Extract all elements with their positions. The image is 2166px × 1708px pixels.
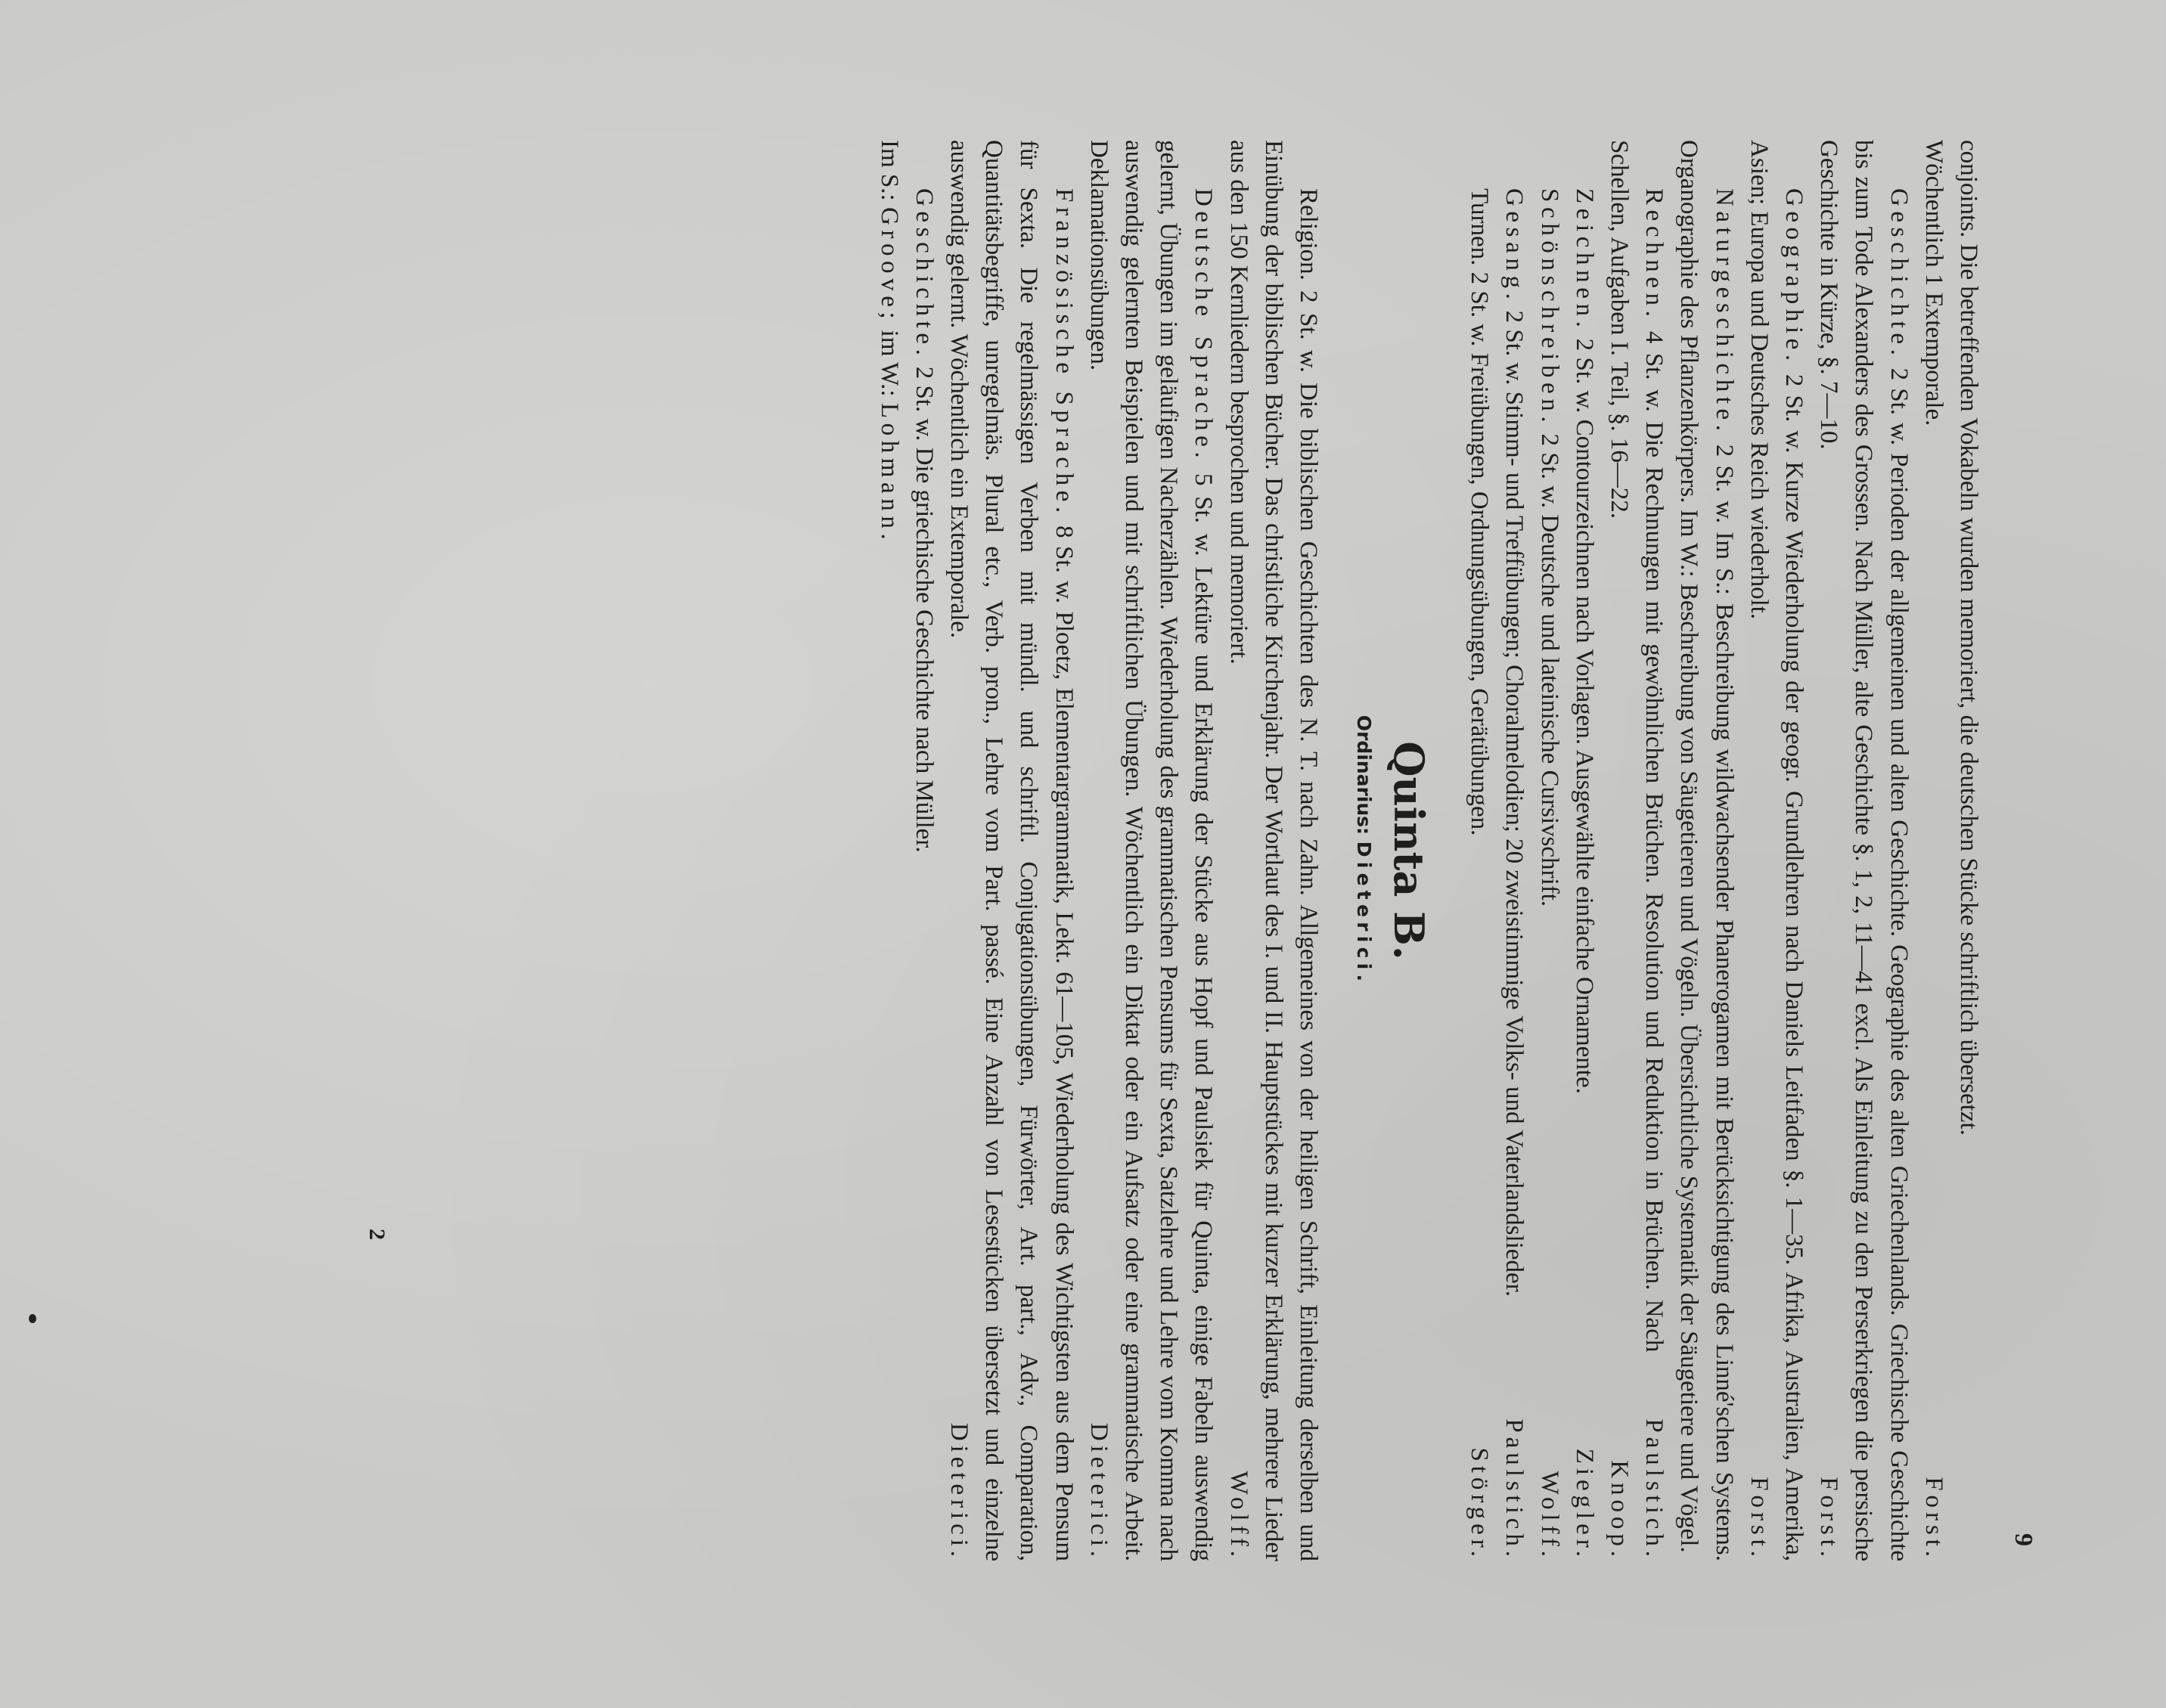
subject-text: 2 St. w. Perioden der allgemeinen und alten Geschichte. Geographie des alten Griechenlands. Griechische Geschichte bis zum Tode Alexanders des Grossen. Nach Müller, alte Geschichte §. 1, 2, 11—41 excl. Als Einleitung zu den Perserkriegen die persische Geschichte in Kürze, §. 7—10. — [1815, 140, 1913, 1562]
closing-mid: im W.: — [875, 330, 903, 397]
subject-turnen — [1462, 140, 1497, 1561]
subject-text: 2 St. w. Stimm- und Treffübungen; Choralmelodien; 20 zweistimmige Volks- und Vaterlandslieder. — [1500, 310, 1528, 1297]
teacher-signature: Paulstich. — [1640, 1418, 1668, 1561]
subject-text: 2 St. w. Deutsche und lateinische Cursivschrift. — [1535, 433, 1563, 907]
teacher-signature: Dieterici. — [945, 1422, 973, 1561]
rotated-document-page — [262, 140, 2037, 1562]
subject-religion — [1221, 140, 1326, 1561]
subject-rechnen — [1602, 140, 1671, 1561]
teacher-signature: Wolff. — [1224, 1471, 1252, 1561]
teacher-name-summer: Groove; — [875, 206, 903, 324]
subject-text: 2 St. w. Contourzeichnen nach Vorlagen. Ausgewählte einfache Ornamente. — [1570, 338, 1598, 1094]
subject-gesang — [1497, 140, 1531, 1561]
subject-label: Turnen. — [1466, 188, 1494, 266]
subject-label: Geschichte. — [910, 188, 938, 361]
intro-paragraph — [1916, 140, 1986, 1561]
subject-label: Geographie. — [1780, 188, 1808, 366]
subject-franzoesisch — [942, 140, 1081, 1561]
subject-label: Schönschreiben. — [1535, 188, 1563, 428]
teacher-name-winter: Lohmann. — [875, 402, 903, 545]
teacher-signature: Paulstich. — [1500, 1418, 1528, 1561]
subject-label: Naturgeschichte. — [1710, 188, 1738, 436]
teacher-signature: Dieterici. — [1085, 1422, 1112, 1561]
teacher-signature: Forst. — [1745, 1477, 1773, 1561]
teacher-signature: Störger. — [1466, 1447, 1494, 1561]
teacher-signature: Forst. — [1815, 1477, 1843, 1561]
subject-text: 2 St. w. Freiübungen, Ordnungsübungen, Gerätübungen. — [1466, 271, 1494, 836]
intro-line-2: Wöchentlich 1 Extemporale. — [1919, 140, 1947, 426]
sheet-number: 2 — [365, 1229, 389, 1240]
subject-text: 2 St. w. Die griechische Geschichte nach Müller. — [910, 366, 938, 853]
subject-text: 2 St. w. Kurze Wiederholung der geogr. Grundlehren nach Daniels Leitfaden §. 1—35. Afrika, Australien, Amerika, Asien; Europa und Deutsches Reich wiederholt. — [1745, 140, 1808, 1562]
subject-text: 4 St. w. Die Rechnungen mit gewöhnlichen Brüchen. Resolution und Reduktion in Brüchen. Nach Schellen, Aufgaben I. Teil, §. 16—22. — [1605, 140, 1668, 1353]
ordinarius-line — [1350, 140, 1377, 1561]
teacher-signature: Forst. — [1919, 1477, 1947, 1561]
ink-speck — [29, 1314, 36, 1323]
subject-geschichte — [1811, 140, 1916, 1561]
subject-label: Rechnen. — [1640, 188, 1668, 322]
subject-text: 5 St. w. Lektüre und Erklärung der Stücke aus Hopf und Paulsiek für Quinta, einige Fabeln auswendig gelernt, Übungen im geläufigen Nacherzählen. Wiederholung des grammatischen Pensums für Sexta, Satzlehre und Lehre vom Komma nach auswendig gelernten Beispielen und mit schriftlichen Übungen. Wöchentlich ein Diktat oder ein Aufsatz oder eine grammatische Arbeit. Deklamationsübungen. — [1085, 140, 1218, 1561]
teacher-closing-line — [871, 140, 906, 1561]
subject-label: Französische Sprache. — [1050, 188, 1078, 518]
subject-label: Gesang. — [1500, 188, 1528, 305]
subject-geographie — [1742, 140, 1811, 1561]
teacher-signature: Wolff. — [1535, 1471, 1563, 1561]
section-heading: Quinta B. — [1384, 741, 1433, 960]
subject-geschichte-quinta — [907, 140, 942, 1561]
subject-text: 2 St. w. Im S.: Beschreibung wildwachsender Phanerogamen mit Berücksichtigung des Linné'schen Systems. Organographie des Pflanzenkörpers. Im W.: Beschreibung von Säugetieren und Vögeln. Übersichtliche Systematik der Säugetiere und Vögel. — [1675, 140, 1738, 1562]
ordinarius-name: Dieterici. — [1352, 841, 1375, 987]
page-number: 9 — [2009, 1533, 2037, 1546]
teacher-signature: Ziegler. — [1570, 1448, 1598, 1561]
subject-text: 2 St. w. Die biblischen Geschichten des N. T. nach Zahn. Allgemeines von der heiligen Schrift, Einleitung derselben und Einübung der biblischen Bücher. Das christliche Kirchenjahr. Der Wortlaut des I. und II. Hauptstückes mit kurzer Erklärung, mehrere Lieder aus den 150 Kernliedern besprochen und memoriert. — [1224, 140, 1322, 1561]
subject-zeichnen — [1567, 140, 1602, 1561]
subject-schoenschreiben — [1531, 140, 1566, 1561]
closing-prefix: Im S.: — [875, 140, 903, 201]
subject-deutsch — [1081, 140, 1221, 1561]
subject-text: 8 St. w. Ploetz, Elementargrammatik, Lekt. 61—105, Wiederholung des Wichtigsten aus dem Pensum für Sexta. Die regelmässigen Verben mit mündl. und schriftl. Conjugationsübungen, Fürwörter, Art. part., Adv., Comparation, Quantitätsbegriffe, unregelmäs. Plural etc., Verb. pron., Lehre vom Part. passé. Eine Anzahl von Lesestücken übersetzt und einzelne auswendig gelernt. Wöchentlich ein Extemporale. — [945, 140, 1078, 1561]
subject-label: Zeichnen. — [1570, 188, 1598, 333]
subject-label: Deutsche Sprache. — [1190, 188, 1218, 463]
teacher-signature: Knoop. — [1605, 1460, 1633, 1561]
subject-label: Religion. — [1294, 188, 1322, 281]
intro-line-1: conjoints. Die betreffenden Vokabeln wurden memoriert, die deutschen Stücke schriftlich übersetzt. — [1955, 140, 1982, 1136]
subject-label: Geschichte. — [1885, 188, 1913, 361]
ordinarius-label: Ordinarius: — [1352, 715, 1375, 835]
